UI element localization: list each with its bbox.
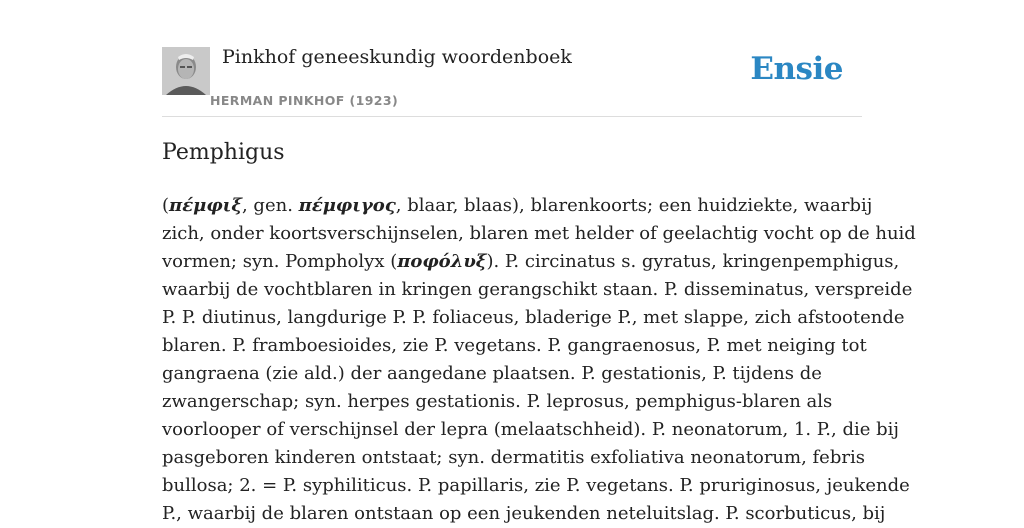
definition-line bbox=[162, 276, 913, 304]
definition-line bbox=[162, 416, 899, 444]
definition-text: ). P. circinatus s. gyratus, kringenpemphigus, bbox=[486, 251, 900, 272]
definition-text: pasgeboren kinderen ontstaat; syn. dermatitis exfoliativa neonatorum, febris bbox=[162, 447, 865, 468]
definition-text: gangraena (zie ald.) der aangedane plaatsen. P. gestationis, P. tijdens de bbox=[162, 363, 822, 384]
definition-text: bullosa; 2. = P. syphiliticus. P. papillaris, zie P. vegetans. P. pruriginosus, jeukende bbox=[162, 475, 910, 496]
author-name[interactable]: HERMAN PINKHOF (1923) bbox=[210, 93, 399, 108]
definition-line bbox=[162, 472, 910, 500]
definition-text: ( bbox=[162, 195, 170, 216]
definition-line bbox=[162, 388, 864, 416]
author-portrait-icon bbox=[162, 47, 210, 95]
definition-text: , blaar, blaas), blarenkoorts; een huidziekte, waarbij bbox=[395, 195, 873, 216]
definition-line bbox=[162, 444, 864, 472]
entry-definition bbox=[162, 192, 916, 528]
definition-text: zich, onder koortsverschijnselen, blaren met helder of geelachtig vocht op de huid bbox=[162, 223, 916, 244]
dictionary-header bbox=[162, 46, 862, 117]
definition-text: zwangerschap; syn. herpes gestationis. P. leprosus, pemphigus-blaren als bbox=[162, 391, 833, 412]
definition-text: , gen. bbox=[241, 195, 299, 216]
author-avatar bbox=[162, 47, 210, 95]
definition-line bbox=[162, 332, 867, 360]
dictionary-title[interactable]: Pinkhof geneeskundig woordenboek bbox=[222, 46, 572, 68]
brand-logo[interactable]: Ensie bbox=[750, 51, 843, 87]
definition-line bbox=[162, 304, 905, 332]
definition-line bbox=[162, 192, 873, 220]
definition-text: P. P. diutinus, langdurige P. P. foliaceus, bladerige P., met slappe, zich afstootende bbox=[162, 307, 905, 328]
definition-line bbox=[162, 500, 886, 528]
definition-text: waarbij de vochtblaren in kringen gerangschikt staan. P. disseminatus, verspreide bbox=[162, 279, 913, 300]
definition-text: blaren. P. framboesioides, zie P. vegetans. P. gangraenosus, P. met neiging tot bbox=[162, 335, 867, 356]
definition-line bbox=[162, 360, 864, 388]
definition-text: P., waarbij de blaren ontstaan op een jeukenden neteluitslag. P. scorbuticus, bij bbox=[162, 503, 886, 524]
definition-line bbox=[162, 220, 916, 248]
greek-etymology: πέμφιξ bbox=[169, 195, 242, 216]
greek-etymology: πέμφιγος bbox=[298, 195, 396, 216]
definition-text: vormen; syn. Pompholyx ( bbox=[162, 251, 398, 272]
definition-text: voorlooper of verschijnsel der lepra (melaatschheid). P. neonatorum, 1. P., die bij bbox=[162, 419, 899, 440]
greek-etymology: ποφόλυξ bbox=[397, 251, 487, 272]
entry-title: Pemphigus bbox=[162, 140, 285, 165]
definition-line bbox=[162, 248, 900, 276]
